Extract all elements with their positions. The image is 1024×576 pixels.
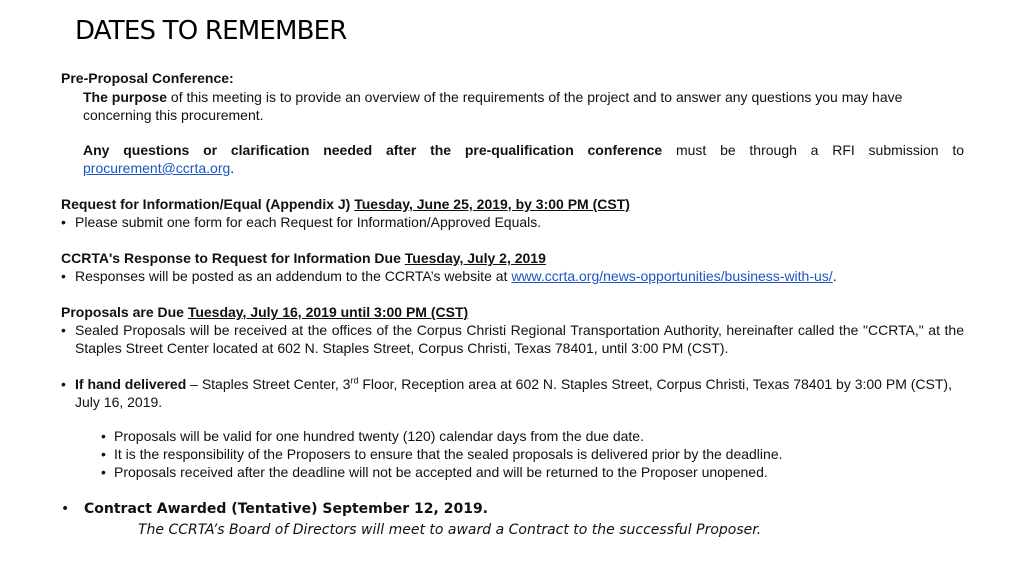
sub-bullet-text: It is the responsibility of the Proposers to ensure that the sealed proposals is delivered prior by the deadline.: [114, 446, 783, 462]
sub-bullet-1: [101, 427, 961, 445]
questions-label: Any questions or clarification needed after the pre-qualification conference: [83, 142, 663, 158]
proposals-heading: Proposals are Due: [61, 304, 188, 320]
bullet-icon: •: [101, 464, 106, 480]
bullet-icon: •: [61, 376, 66, 392]
purpose-text: of this meeting is to provide an overview of the requirements of the project and to answer any questions you may have concerning this procurement.: [83, 89, 903, 123]
purpose-label: The purpose: [83, 89, 168, 105]
sub-bullet-text: Proposals received after the deadline will not be accepted and will be returned to the Proposer unopened.: [114, 464, 768, 480]
response-bullet-text: Responses will be posted as an addendum to the CCRTA’s website at: [75, 268, 512, 284]
hand-text-2: Floor, Reception area at 602 N. Staples Street, Corpus Christi, Texas 78401 by 3:00 PM (CST), July 16, 2019.: [75, 376, 952, 410]
hand-label: If hand delivered: [75, 376, 187, 392]
proposals-bullet-sealed: [61, 321, 964, 357]
questions-text: must be through a RFI submission to: [662, 142, 964, 158]
sub-bullet-3: [101, 463, 961, 481]
bullet-icon: •: [101, 428, 106, 444]
rfi-bullet-text: Please submit one form for each Request for Information/Approved Equals.: [75, 214, 542, 230]
rfi-date: Tuesday, June 25, 2019, by 3:00 PM (CST): [354, 196, 630, 212]
bullet-icon: •: [61, 322, 66, 338]
bullet-icon: •: [61, 214, 66, 230]
sub-bullet-text: Proposals will be valid for one hundred twenty (120) calendar days from the due date.: [114, 428, 644, 444]
response-bullet: [61, 267, 961, 285]
proposals-heading-line: [61, 303, 468, 321]
email-link[interactable]: procurement@ccrta.org: [83, 160, 231, 176]
questions-period: .: [230, 160, 235, 176]
hand-sup: rd: [350, 375, 359, 386]
sealed-text: Sealed Proposals will be received at the offices of the Corpus Christi Regional Transportation Authority, hereinafter called the "CCRTA," at the Staples Street Center located at 602 N. Staples Street, Corpus Christi, Texas 78401, until 3:00 PM (CST).: [75, 322, 964, 356]
bullet-icon: •: [61, 268, 66, 284]
proposals-bullet-hand: [61, 375, 964, 411]
hand-text-1: – Staples Street Center, 3: [186, 376, 351, 392]
page-title: DATES TO REMEMBER: [75, 16, 347, 46]
bullet-icon: •: [61, 501, 70, 517]
bullet-icon: •: [101, 446, 106, 462]
response-period: .: [832, 268, 837, 284]
rfi-heading: Request for Information/Equal (Appendix J): [61, 196, 355, 212]
response-heading-line: [61, 249, 546, 267]
website-link[interactable]: www.ccrta.org/news-opportunities/business-with-us/: [511, 268, 833, 284]
preproposal-purpose: [83, 88, 968, 124]
sub-bullet-2: [101, 445, 961, 463]
preproposal-heading: Pre-Proposal Conference:: [61, 70, 234, 86]
rfi-heading-line: [61, 195, 630, 213]
contract-bullet: [61, 500, 961, 518]
proposals-date: Tuesday, July 16, 2019 until 3:00 PM (CST): [187, 304, 469, 320]
response-heading: CCRTA's Response to Request for Information Due: [61, 250, 405, 266]
response-date: Tuesday, July 2, 2019: [404, 250, 546, 266]
contract-note: The CCRTA’s Board of Directors will meet to award a Contract to the successful Proposer.: [138, 522, 762, 538]
contract-heading: Contract Awarded (Tentative) September 12, 2019.: [84, 501, 489, 517]
rfi-bullet: [61, 213, 961, 231]
preproposal-questions: [83, 141, 964, 177]
